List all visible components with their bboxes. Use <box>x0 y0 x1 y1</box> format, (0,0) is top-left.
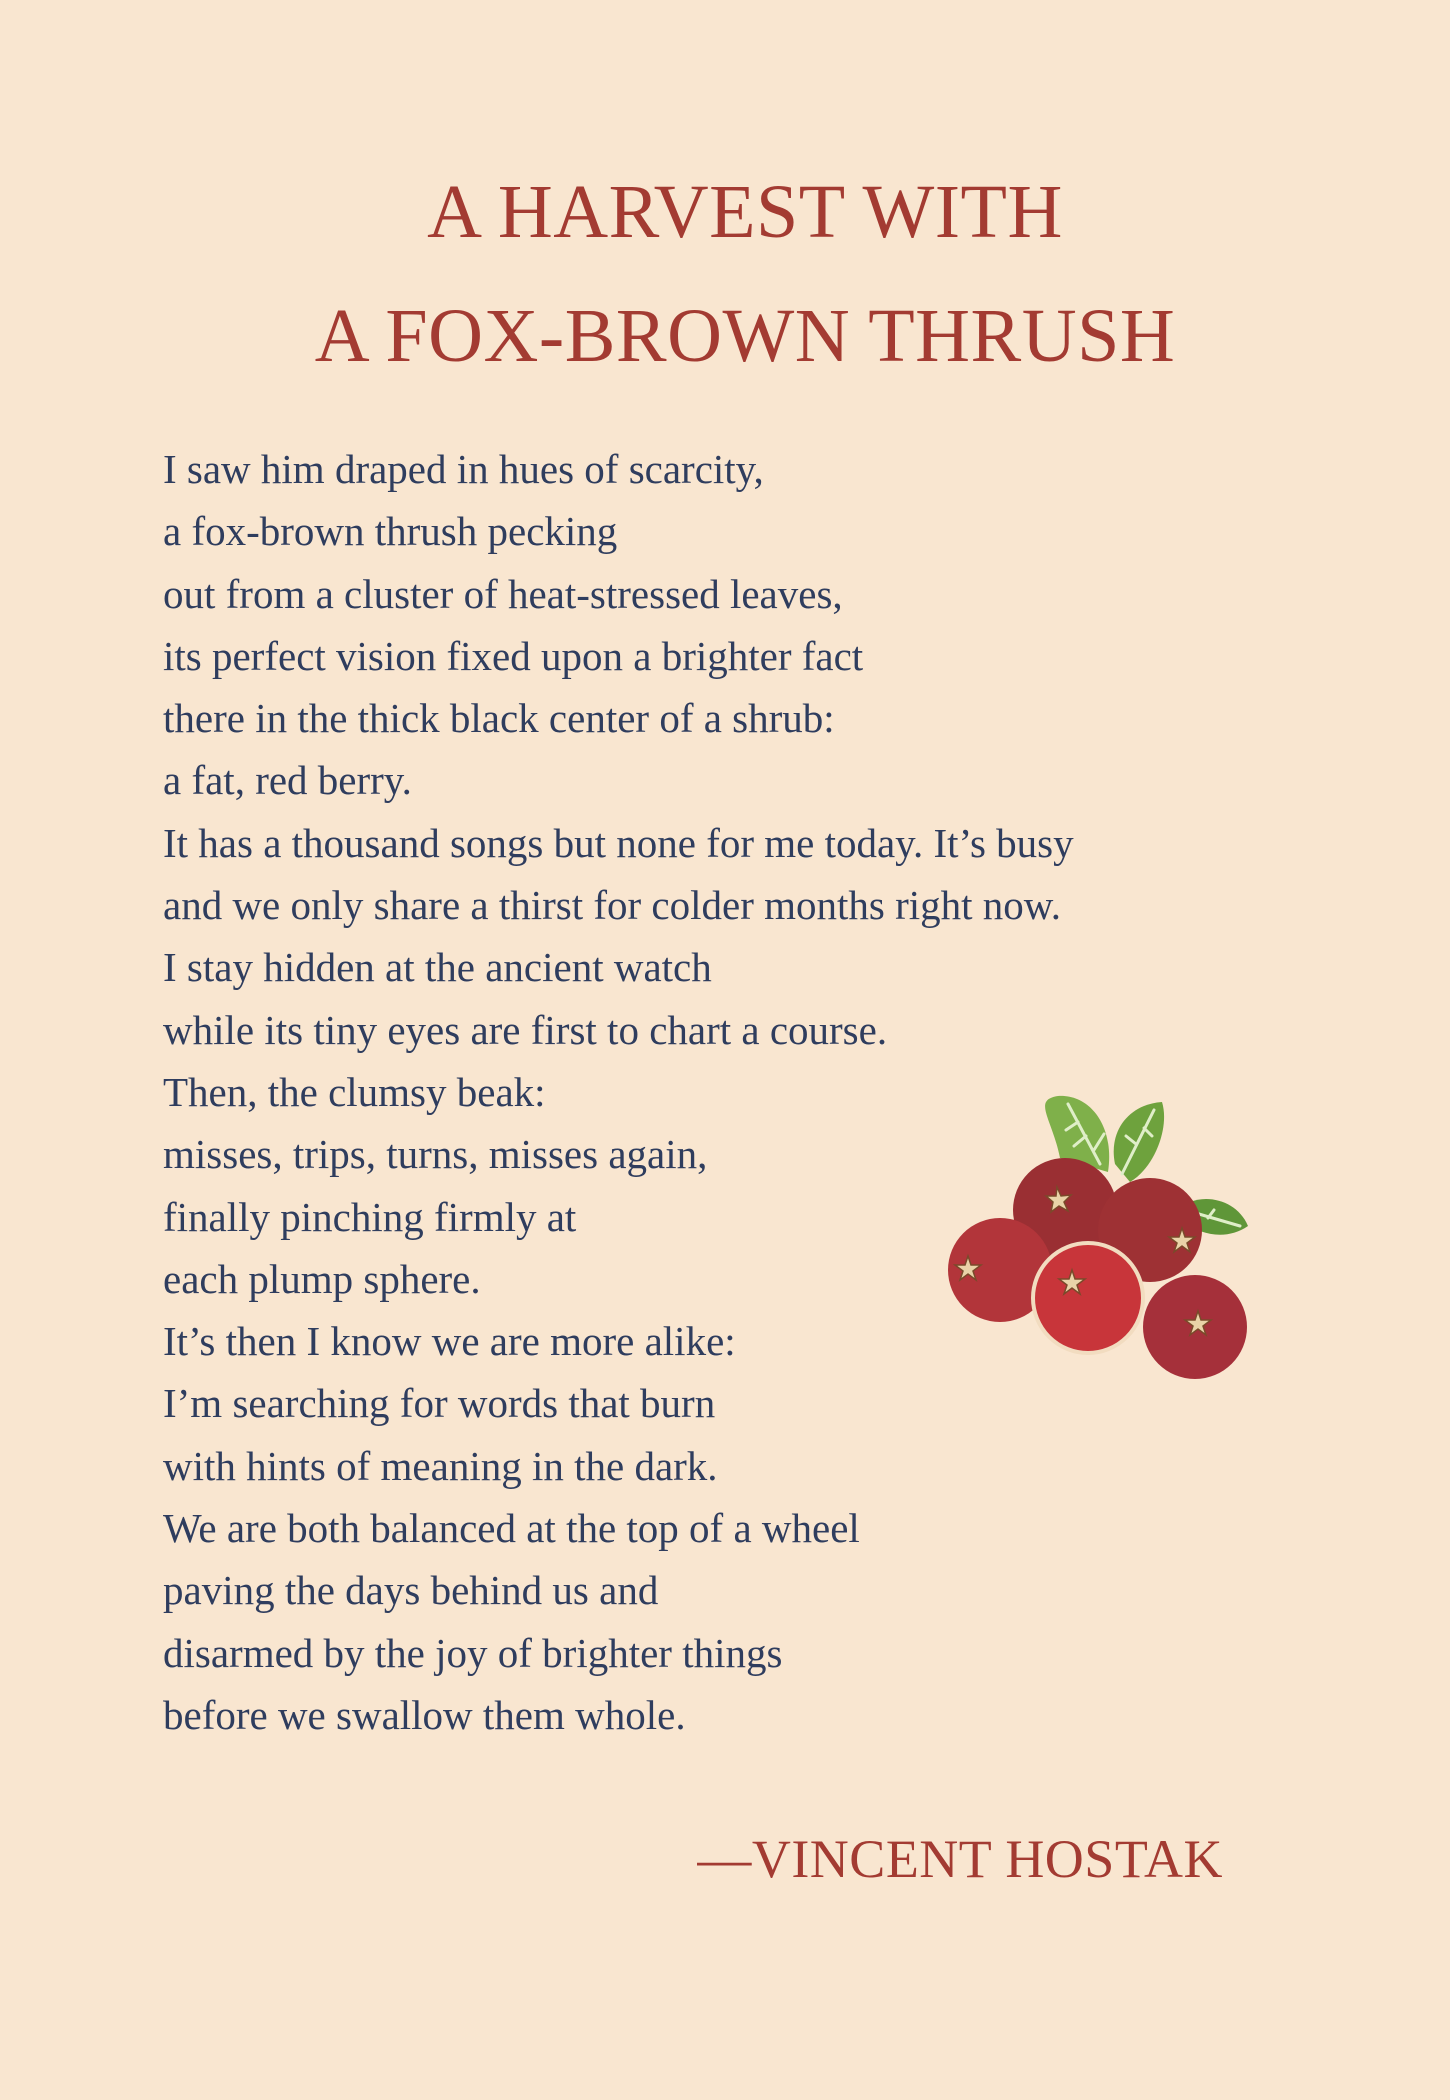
poem-line: finally pinching firmly at <box>163 1193 577 1240</box>
poem-line: I stay hidden at the ancient watch <box>163 944 712 991</box>
poem-title-line-1: A HARVEST WITH <box>427 170 1063 254</box>
berry-center <box>1033 1243 1143 1353</box>
poem-line: disarmed by the joy of brighter things <box>163 1629 783 1676</box>
poem-line: I saw him draped in hues of scarcity, <box>163 446 764 492</box>
poem-line: while its tiny eyes are first to chart a course. <box>163 1006 888 1053</box>
poem-line: We are both balanced at the top of a wheel <box>163 1505 860 1552</box>
poem-line: there in the thick black center of a shrub: <box>163 695 835 742</box>
poem-line: each plump sphere. <box>163 1255 481 1302</box>
poem-line: a fox-brown thrush pecking <box>163 508 618 555</box>
berry-bottom-right <box>1143 1275 1247 1379</box>
poem-line: and we only share a thirst for colder months right now. <box>163 882 1061 929</box>
poem-line: before we swallow them whole. <box>163 1691 686 1738</box>
poem-line: Then, the clumsy beak: <box>163 1068 546 1115</box>
poem-title-line-2: A FOX-BROWN THRUSH <box>314 294 1176 378</box>
poem-line: a fat, red berry. <box>163 757 412 804</box>
poem-line: It has a thousand songs but none for me today. It’s busy <box>163 819 1074 866</box>
poem-author: —VINCENT HOSTAK <box>697 1829 1223 1889</box>
poem-line: paving the days behind us and <box>163 1567 659 1614</box>
cranberries-icon <box>940 1090 1280 1390</box>
poem-line: I’m searching for words that burn <box>163 1380 716 1427</box>
poem-line: out from a cluster of heat-stressed leaves, <box>163 570 843 617</box>
poem-line: misses, trips, turns, misses again, <box>163 1131 708 1178</box>
poem-title <box>0 150 1450 398</box>
poem-line: with hints of meaning in the dark. <box>163 1442 718 1489</box>
poem-line: It’s then I know we are more alike: <box>163 1318 736 1365</box>
poem-line: its perfect vision fixed upon a brighter fact <box>163 632 864 679</box>
